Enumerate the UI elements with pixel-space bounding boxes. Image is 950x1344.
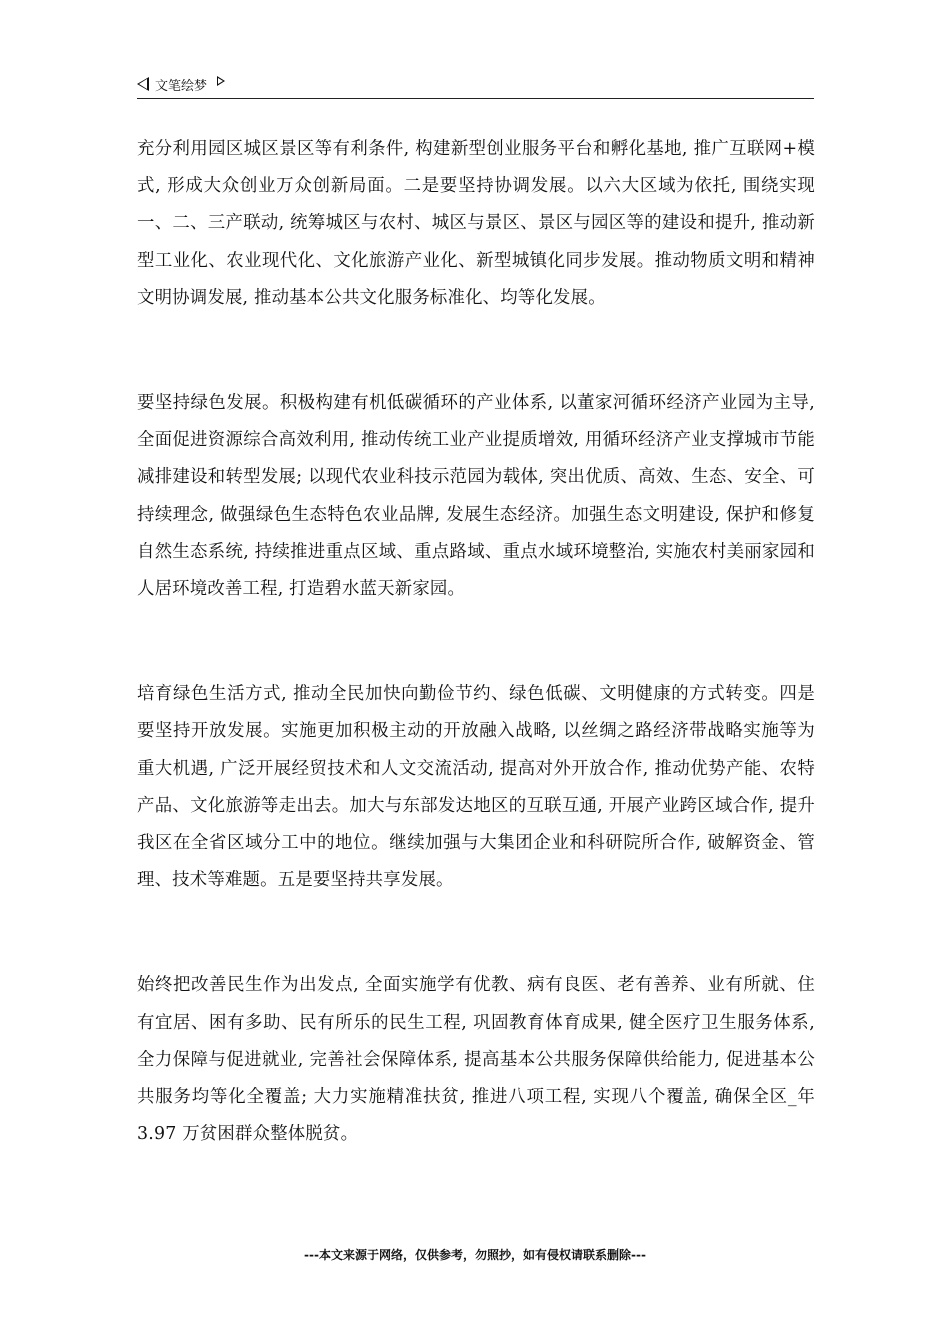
paragraph-4: 始终把改善民生作为出发点, 全面实施学有优教、病有良医、老有善养、业有所就、住有宜居、困有多助、民有所乐的民生工程, 巩固教育体育成果, 健全医疗卫生服务体系, 全力保障与促进就业, 完善社会保障体系, 提高基本公共服务保障供给能力, 促进基本公共服务均等化全覆盖; 大力实施精准扶贫, 推进八项工程, 实现八个覆盖, 确保全区_年 3.97 万贫困群众整体脱贫。 [137, 975, 815, 1145]
document-body [137, 131, 815, 1153]
footer-notice: ---本文来源于网络，仅供参考，勿照抄，如有侵权请联系删除--- [304, 1248, 646, 1262]
brand [137, 74, 225, 94]
triangle-left-icon [137, 77, 149, 91]
brand-name: 文笔绘梦 [155, 78, 208, 94]
paragraph-2: 要坚持绿色发展。积极构建有机低碳循环的产业体系, 以董家河循环经济产业园为主导, 全面促进资源综合高效利用, 推动传统工业产业提质增效, 用循环经济产业支撑城市节能减排建设和转型发展; 以现代农业科技示范园为载体, 突出优质、高效、生态、安全、可持续理念, 做强绿色生态特色农业品牌, 发展生态经济。加强生态文明建设, 保护和修复自然生态系统, 持续推进重点区域、重点路域、重点水域环境整治, 实施农村美丽家园和人居环境改善工程, 打造碧水蓝天新家园。 [137, 393, 815, 600]
page-header [137, 74, 814, 99]
triangle-right-icon [217, 76, 225, 86]
paragraph-1: 充分利用园区城区景区等有利条件, 构建新型创业服务平台和孵化基地, 推广互联网+模式, 形成大众创业万众创新局面。二是要坚持协调发展。以六大区域为依托, 围绕实现一、二、三产联动, 统筹城区与农村、城区与景区、景区与园区等的建设和提升, 推动新型工业化、农业现代化、文化旅游产业化、新型城镇化同步发展。推动物质文明和精神文明协调发展, 推动基本公共文化服务标准化、均等化发展。 [137, 139, 815, 308]
paragraph-3: 培育绿色生活方式, 推动全民加快向勤俭节约、绿色低碳、文明健康的方式转变。四是要坚持开放发展。实施更加积极主动的开放融入战略, 以丝绸之路经济带战略实施等为重大机遇, 广泛开展经贸技术和人文交流活动, 提高对外开放合作, 推动优势产能、农特产品、文化旅游等走出去。加大与东部发达地区的互联互通, 开展产业跨区域合作, 提升我区在全省区域分工中的地位。继续加强与大集团企业和科研院所合作, 破解资金、管理、技术等难题。五是要坚持共享发展。 [137, 684, 815, 891]
